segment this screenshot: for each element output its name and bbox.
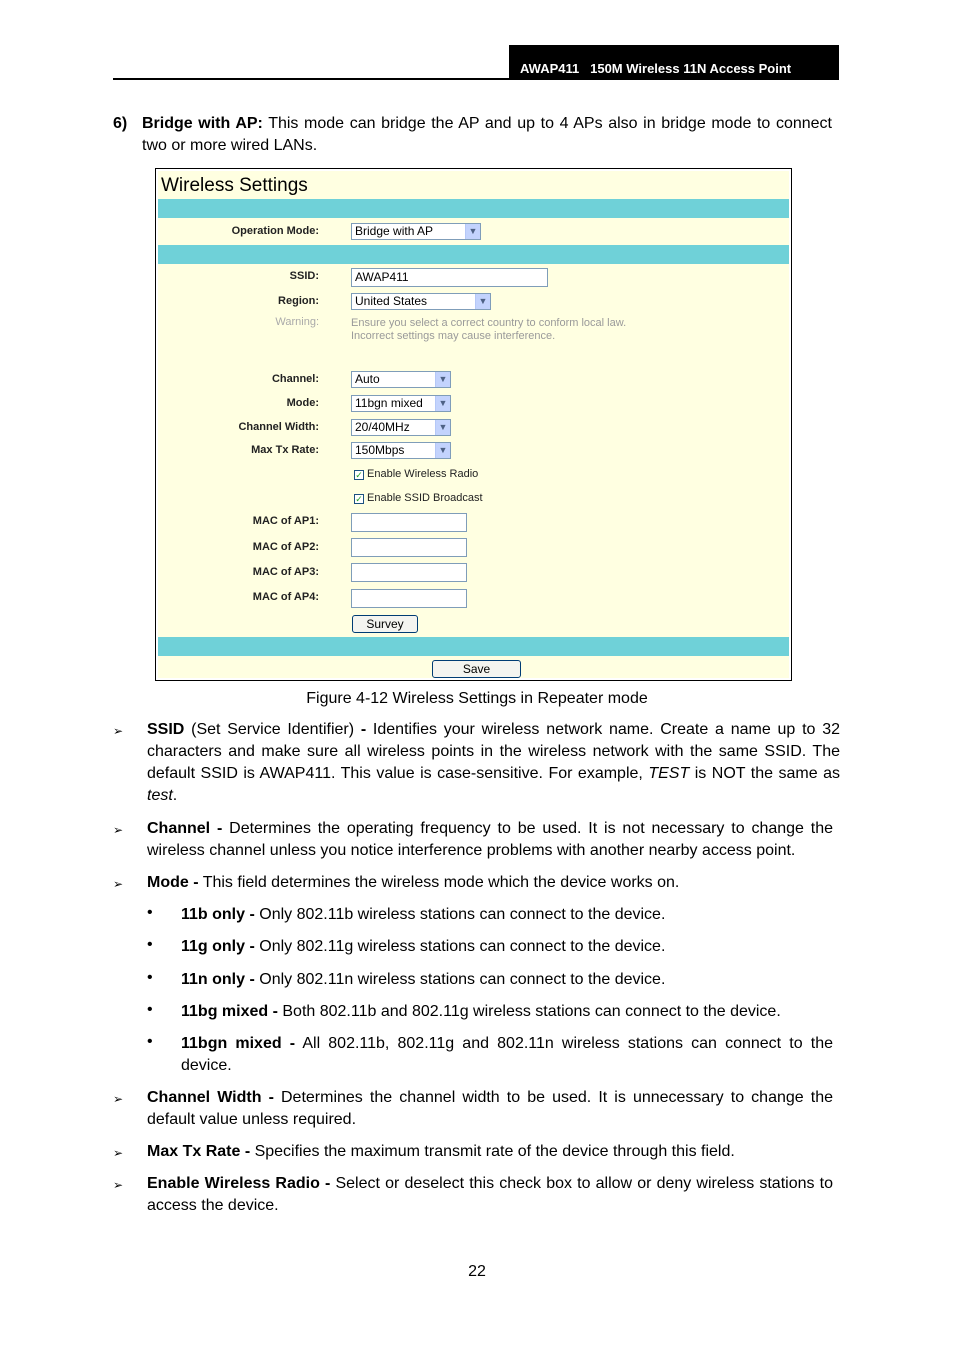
bold-term: SSID [147, 721, 185, 738]
mode-description [147, 872, 833, 894]
mac-ap1-label: MAC of AP1: [252, 515, 319, 527]
text: Specifies the maximum transmit rate of the device through this field. [250, 1143, 735, 1160]
text: Determines the operating frequency to be used. It is not necessary to change the wireless channel unless you notice interference problems with another nearby access point. [147, 820, 834, 859]
arrow-bullet-icon: ➢ [113, 1092, 124, 1106]
text: Only 802.11g wireless stations can connect to the device. [254, 938, 666, 955]
chevron-down-icon: ▼ [435, 372, 450, 387]
mode-11g [181, 936, 833, 958]
chevron-down-icon: ▼ [465, 224, 480, 239]
text: Identifies your wireless network name. Create a name up to 32 characters and make sure all wireless points in the wireless network with the same SSID. The default SSID is AWAP411. This value is case-sensitive. For example, [147, 721, 840, 782]
warning-line-1: Ensure you select a correct country to conform local law. [351, 317, 627, 329]
dot-bullet-icon: • [147, 1001, 153, 1018]
channel-width-select[interactable] [351, 419, 451, 436]
dot-bullet-icon: • [147, 1033, 153, 1050]
ssid-input[interactable]: AWAP411 [351, 268, 548, 287]
bold-term: 11g only - [181, 938, 255, 955]
ssid-label: SSID: [289, 270, 319, 282]
bold-term: - [360, 721, 367, 738]
arrow-bullet-icon: ➢ [113, 1178, 124, 1192]
dot-bullet-icon: • [147, 904, 153, 921]
text: Determines the channel width to be used. It is unnecessary to change the default value unless required. [147, 1089, 833, 1128]
checkmark-icon: ✓ [355, 494, 363, 504]
header-rule [113, 78, 839, 80]
text: Select or deselect this check box to allow or deny wireless stations to access the device. [147, 1175, 833, 1214]
text: Both 802.11b and 802.11g wireless stations can connect to the device. [277, 1003, 781, 1020]
ssid-description [147, 719, 840, 807]
settings-panel [158, 171, 789, 678]
bold-term: 11bgn mixed - [181, 1035, 296, 1052]
bold-term: Channel Width - [147, 1089, 274, 1106]
text: All 802.11b, 802.11g and 802.11n wireless stations can connect to the device. [181, 1035, 833, 1074]
mac-ap2-input[interactable] [351, 538, 467, 557]
italic-term: test [147, 787, 173, 804]
channel-label: Channel: [271, 373, 319, 385]
band [158, 245, 789, 264]
text: (Set Service Identifier) [184, 721, 361, 738]
intro-bold: Bridge with AP: [142, 115, 263, 132]
mac-ap3-input[interactable] [351, 563, 467, 582]
warning-line-2: Incorrect settings may cause interference. [351, 330, 556, 342]
bold-term: Enable Wireless Radio - [147, 1175, 331, 1192]
enable-ssid-broadcast-label: Enable SSID Broadcast [367, 492, 483, 504]
arrow-bullet-icon: ➢ [113, 823, 124, 837]
survey-button[interactable]: Survey [352, 615, 418, 633]
operation-mode-label: Operation Mode: [231, 225, 319, 237]
bold-term: Mode - [147, 874, 199, 891]
warning-label: Warning: [275, 316, 319, 328]
panel-title: Wireless Settings [161, 175, 308, 196]
mode-11b [181, 904, 833, 926]
intro-paragraph [142, 113, 832, 157]
band [158, 637, 789, 656]
intro-text: This mode can bridge the AP and up to 4 APs also in bridge mode to connect two or more wired LANs. [142, 115, 832, 154]
region-select[interactable] [351, 293, 491, 310]
mac-ap4-label: MAC of AP4: [252, 591, 319, 603]
italic-term: TEST [648, 765, 690, 782]
text: . [172, 787, 178, 804]
max-tx-rate-value: 150Mbps [355, 443, 405, 457]
max-tx-rate-description [147, 1141, 833, 1163]
channel-width-value: 20/40MHz [355, 420, 410, 434]
enable-radio-description [147, 1173, 833, 1217]
channel-select[interactable] [351, 371, 451, 388]
enable-wireless-radio-label: Enable Wireless Radio [367, 468, 479, 480]
max-tx-rate-select[interactable] [351, 442, 451, 459]
channel-description [147, 818, 833, 862]
mode-label: Mode: [286, 397, 319, 409]
region-value: United States [355, 294, 428, 308]
page-number: 22 [468, 1263, 486, 1280]
max-tx-rate-label: Max Tx Rate: [251, 444, 319, 456]
mode-11n [181, 969, 833, 991]
mode-11bgn [181, 1033, 833, 1077]
mode-value: 11bgn mixed [355, 396, 423, 410]
mode-select[interactable] [351, 395, 451, 412]
text: This field determines the wireless mode which the device works on. [198, 874, 680, 891]
bold-term: 11bg mixed - [181, 1003, 278, 1020]
mac-ap2-label: MAC of AP2: [252, 541, 319, 553]
channel-value: Auto [355, 372, 380, 386]
mac-ap3-label: MAC of AP3: [252, 566, 319, 578]
arrow-bullet-icon: ➢ [113, 877, 124, 891]
channel-width-description [147, 1087, 833, 1131]
enable-ssid-broadcast-checkbox[interactable] [354, 492, 483, 504]
wireless-settings-figure [155, 168, 792, 681]
header-model: AWAP411 [520, 61, 580, 76]
checkmark-icon: ✓ [355, 470, 363, 480]
operation-mode-value: Bridge with AP [355, 224, 434, 238]
text: Only 802.11n wireless stations can connect to the device. [254, 971, 666, 988]
running-header [509, 45, 839, 79]
dot-bullet-icon: • [147, 936, 153, 953]
enable-wireless-radio-checkbox[interactable] [354, 468, 478, 480]
text: is NOT the same as [689, 765, 840, 782]
text: Only 802.11b wireless stations can connect to the device. [254, 906, 666, 923]
arrow-bullet-icon: ➢ [113, 724, 124, 738]
header-product: 150M Wireless 11N Access Point [590, 61, 792, 76]
band [158, 199, 789, 218]
bold-term: 11b only - [181, 906, 255, 923]
chevron-down-icon: ▼ [435, 420, 450, 435]
figure-caption: Figure 4-12 Wireless Settings in Repeater mode [306, 690, 648, 707]
chevron-down-icon: ▼ [435, 396, 450, 411]
arrow-bullet-icon: ➢ [113, 1146, 124, 1160]
warning-text [351, 317, 626, 343]
region-label: Region: [278, 295, 319, 307]
bold-term: Max Tx Rate - [147, 1143, 251, 1160]
channel-width-label: Channel Width: [238, 421, 319, 433]
operation-mode-select[interactable] [351, 223, 481, 240]
save-button[interactable]: Save [432, 660, 521, 678]
mac-ap1-input[interactable] [351, 513, 467, 532]
bold-term: Channel - [147, 820, 223, 837]
bold-term: 11n only - [181, 971, 255, 988]
dot-bullet-icon: • [147, 969, 153, 986]
mode-11bg [181, 1001, 833, 1023]
intro-number: 6) [113, 115, 128, 132]
mac-ap4-input[interactable] [351, 589, 467, 608]
chevron-down-icon: ▼ [475, 294, 490, 309]
chevron-down-icon: ▼ [435, 443, 450, 458]
